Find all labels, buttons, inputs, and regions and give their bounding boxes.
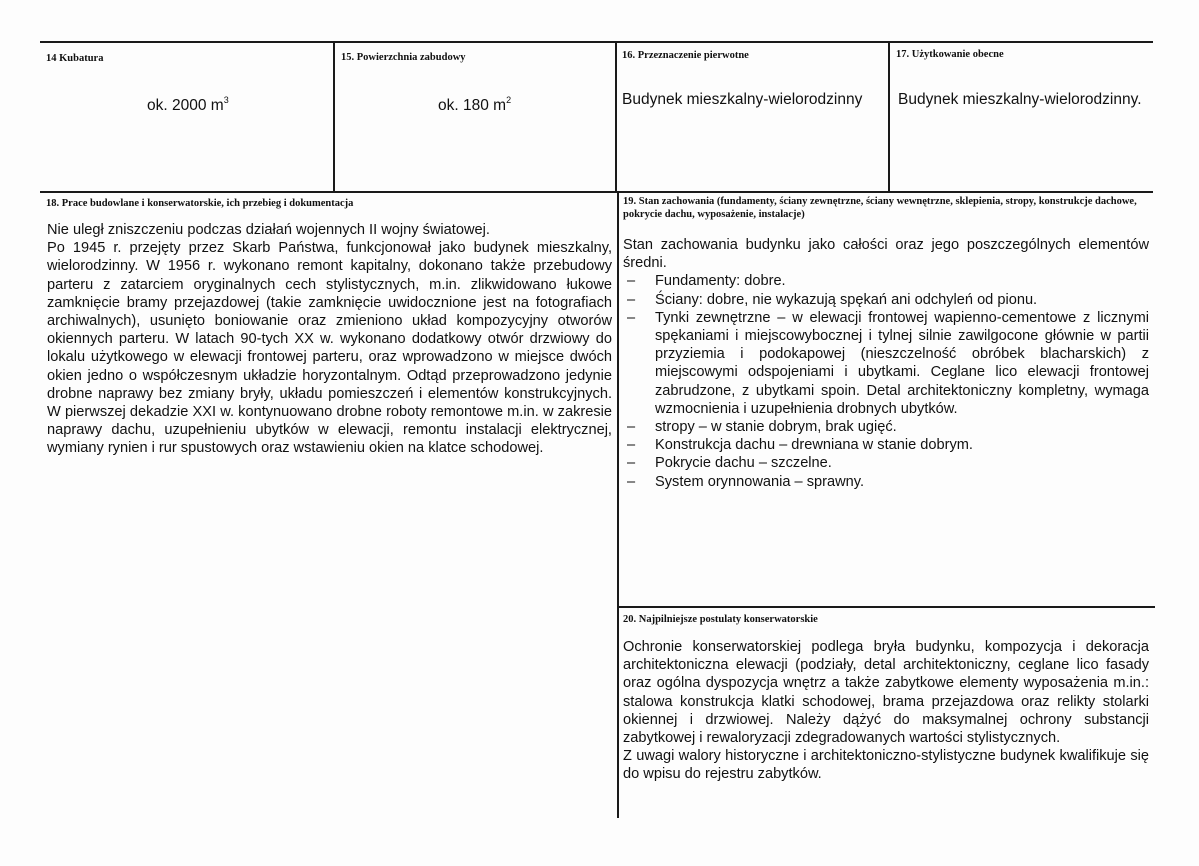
kubatura-unit-exponent: 3 [223,95,229,105]
prace-text [47,221,612,458]
uzytkowanie-value: Budynek mieszkalny-wielorodzinny. [898,91,1142,108]
stan-list [623,272,1149,490]
postulaty-text [623,638,1149,784]
postulaty-label: 20. Najpilniejsze postulaty konserwatorskie [623,614,818,625]
stan-item: – Tynki zewnętrzne – w elewacji frontowej wapienno-cementowe z licznymi spękaniami i miejscowybocznej i tylnej silnie zawilgocone głównie w partii przyziemia i podokapowej (nieszczelność obróbek blacharskich) z miejscowymi odspojeniami i ubytkami. Ceglane lico elewacji frontowej zabrudzone, z ubytkami spoin. Detal architektoniczny kompletny, wymaga wzmocnienia i uzupełnienia drobnych ubytków. [623,309,1149,418]
stan-item: – System orynnowania – sprawny. [623,473,1149,491]
uzytkowanie-label: 17. Użytkowanie obecne [896,49,1004,60]
prace-paragraph: Po 1945 r. przejęty przez Skarb Państwa, funkcjonował jako budynek mieszkalny, wielorodzinny. W 1956 r. wykonano remont kapitalny, dokonano także przebudowy parteru z zatarciem oryginalnych cech stylistycznych, m.in. zlikwidowano łukowe zamknięcie bramy przejazdowej (takie zamknięcie uwidocznione jest na fotografiach archiwalnych), usunięto boniowanie oraz zmieniono układ kompozycyjny otworów okiennych parteru. W latach 90-tych XX w. wykonano dodatkowy otwór drzwiowy do lokalu użytkowego w elewacji frontowej parteru, oraz wprowadzono w miejsce dwóch okien jedno o współczesnym układzie horyzontalnym. Odtąd przeprowadzono jedynie drobne naprawy bez zmiany bryły, układu pomieszczeń i elementów konstrukcyjnych. W pierwszej dekadzie XXI w. kontynuowano drobne roboty remontowe m.in. w zakresie naprawy dachu, uzupełnieniu ubytków w elewacji, remontu instalacji elektrycznej, wymiany rynien i rur spustowych oraz wstawieniu okien na klatce schodowej. [47,240,612,457]
kubatura-value: ok. 2000 $m^3$ [147,95,229,114]
prace-first-line: Nie uległ zniszczeniu podczas działań wojennych II wojny światowej. [47,222,490,238]
stan-item: – Pokrycie dachu – szczelne. [623,454,1149,472]
stan-item: – Konstrukcja dachu – drewniana w stanie dobrym. [623,436,1149,454]
divider-16-17 [888,41,890,191]
stan-label: 19. Stan zachowania (fundamenty, ściany zewnętrzne, ściany wewnętrzne, sklepienia, stropy, konstrukcje dachowe, pokrycie dachu, wyposażenie, instalacje) [623,196,1137,220]
przeznaczenie-label: 16. Przeznaczenie pierwotne [622,50,749,61]
stan-item: – Ściany: dobre, nie wykazują spękań ani odchyleń od pionu. [623,291,1149,309]
przeznaczenie-value: Budynek mieszkalny-wielorodzinny [622,91,863,108]
divider-15-16 [615,41,617,191]
powierzchnia-value: ok. 180 $m^2$ [438,95,512,114]
top-border-line [40,41,1153,43]
middle-border-line [40,191,1153,193]
powierzchnia-unit-exponent: 2 [506,95,512,105]
postulaty-paragraph-2: Z uwagi walory historyczne i architektoniczno-stylistyczne budynek kwalifikuje się do wpisu do rejestru zabytków. [623,748,1149,783]
powierzchnia-label: 15. Powierzchnia zabudowy [341,52,466,63]
stan-item: – Fundamenty: dobre. [623,272,1149,290]
stan-text [623,236,1149,491]
stan-item: – stropy – w stanie dobrym, brak ugięć. [623,418,1149,436]
stan-intro: Stan zachowania budynku jako całości oraz jego poszczególnych elementów średni. [623,237,1149,272]
divider-18-19 [617,191,619,818]
prace-label: 18. Prace budowlane i konserwatorskie, ich przebieg i dokumentacja [46,198,354,209]
divider-14-15 [333,41,335,191]
section-20-border-line [618,606,1155,608]
postulaty-paragraph-1: Ochronie konserwatorskiej podlega bryła budynku, kompozycja i dekoracja architektoniczna elewacji (podziały, detal architektoniczny, ceglane lico fasady oraz ogólna dyspozycja wnętrz a także zabytkowe elementy wyposażenia m.in.: stalowa konstrukcja klatki schodowej, brama przejazdowa oraz relikty stolarki okiennej i drzwiowej. Należy dążyć do maksymalnej ochrony substancji zabytkowej i rewaloryzacji zdegradowanych wartości stylistycznych. [623,639,1149,747]
kubatura-label: 14 Kubatura [46,53,104,64]
